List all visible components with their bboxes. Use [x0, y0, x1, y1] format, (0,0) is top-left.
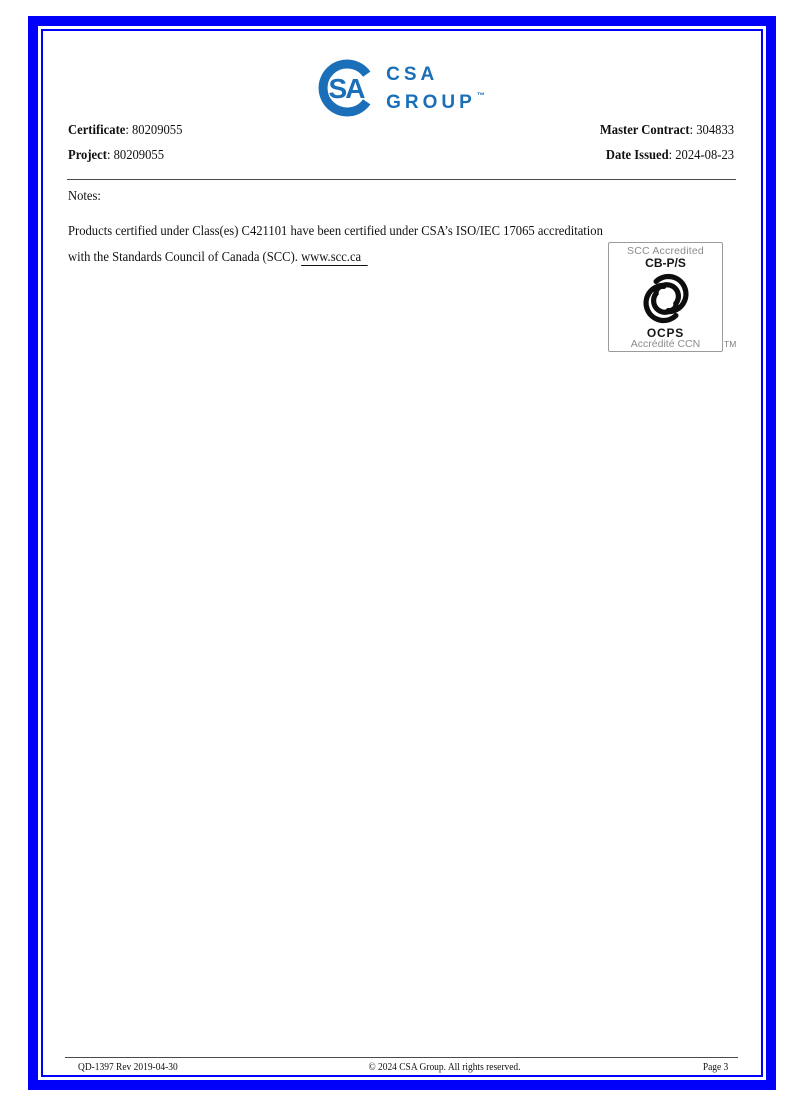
project-label: Project: [68, 148, 107, 163]
footer: [78, 1061, 728, 1075]
trademark-symbol: ™: [476, 90, 485, 100]
certificate-value: 80209055: [132, 123, 183, 138]
master-contract-line: [600, 122, 734, 140]
footer-doc-number: QD-1397 Rev 2019-04-30: [78, 1062, 178, 1073]
scc-accredited-label: SCC Accredited: [627, 245, 704, 257]
footer-divider: [65, 1057, 738, 1058]
csa-logo-wordmark: [386, 64, 485, 113]
date-issued-value: 2024-08-23: [675, 148, 734, 163]
certificate-label: Certificate: [68, 123, 126, 138]
ocps-label: OCPS: [646, 326, 685, 340]
project-value: 80209055: [113, 148, 164, 163]
badge-trademark: TM: [724, 339, 737, 349]
notes-heading: Notes:: [68, 189, 101, 204]
footer-copyright: © 2024 CSA Group. All rights reserved.: [368, 1062, 521, 1073]
date-issued-line: [600, 147, 734, 165]
scc-website-link[interactable]: www.scc.ca: [301, 250, 367, 266]
csa-logo-line2: [386, 85, 485, 113]
page-border: [28, 16, 776, 1090]
notes-paragraph-line2-text: with the Standards Council of Canada (SCC).: [68, 250, 302, 265]
separator: :: [125, 123, 133, 138]
notes-paragraph: [68, 219, 662, 271]
notes-paragraph-line1: Products certified under Class(es) C421101 have been certified under CSA’s ISO/IEC 17065 accreditation: [68, 224, 603, 239]
footer-page-number: Page 3: [702, 1062, 728, 1073]
separator: :: [668, 148, 676, 163]
accredite-ccn-label: Accrédité CCN: [630, 338, 701, 350]
csa-logo-group-word: GROUP: [386, 91, 476, 113]
certificate-meta-right: [600, 122, 734, 172]
certificate-number-line: [68, 122, 182, 140]
csa-monogram-icon: [315, 56, 379, 120]
project-number-line: [68, 147, 182, 165]
header-divider: [67, 179, 736, 180]
page-border-inner: [41, 29, 763, 1077]
master-contract-value: 304833: [696, 123, 734, 138]
date-issued-label: Date Issued: [605, 148, 669, 163]
scc-accreditation-badge: [608, 242, 723, 352]
cb-ps-label: CB-P/S: [645, 256, 686, 270]
separator: :: [689, 123, 697, 138]
certificate-meta-left: [68, 122, 182, 172]
scc-spiral-icon: [635, 271, 697, 326]
csa-logo-line1: CSA: [386, 63, 439, 85]
separator: :: [106, 148, 114, 163]
csa-group-logo: [0, 56, 800, 120]
master-contract-label: Master Contract: [599, 123, 690, 138]
csa-monogram-letters: SA: [328, 73, 364, 104]
notes-paragraph-line2: [68, 245, 603, 271]
